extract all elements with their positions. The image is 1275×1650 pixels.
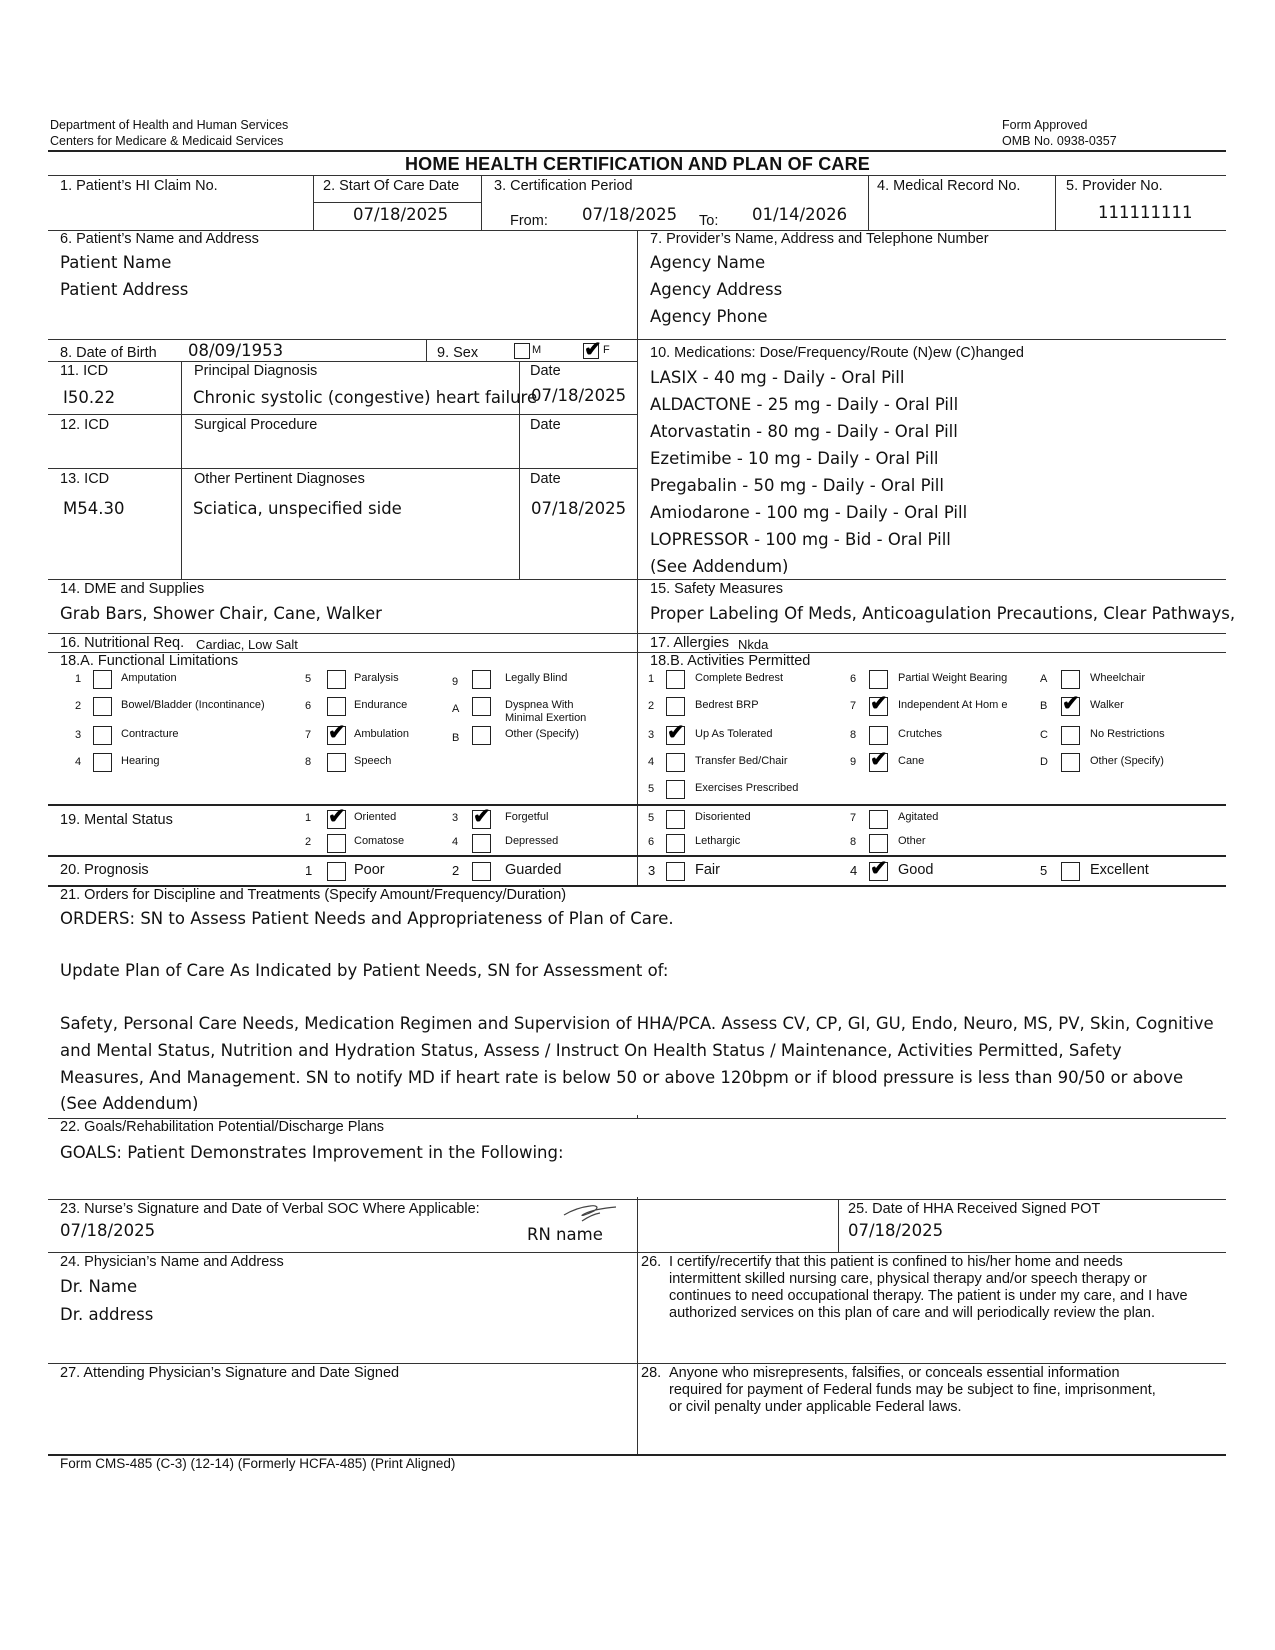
prognosis-item: Poor	[354, 862, 385, 878]
prognosis-num: 5	[1040, 863, 1048, 878]
independent-at-home-checkbox[interactable]	[869, 697, 888, 716]
mental-item: Oriented	[354, 811, 397, 823]
functional-item: Endurance	[354, 699, 408, 711]
orders-line: Update Plan of Care As Indicated by Patient Needs, SN for Assessment of:	[60, 961, 669, 980]
functional-num: A	[452, 703, 460, 715]
form-approved: Form Approved	[1002, 118, 1088, 132]
functional-num: 4	[75, 756, 82, 768]
functional-num: 2	[75, 700, 82, 712]
speech-checkbox[interactable]	[327, 753, 346, 772]
functional-num: B	[452, 732, 460, 744]
prognosis-item: Fair	[695, 862, 720, 878]
mental-num: 5	[648, 812, 655, 824]
principal-dx-label: Principal Diagnosis	[194, 363, 318, 379]
activity-item: Independent At Hom e	[898, 699, 1008, 711]
row-rule	[48, 414, 637, 415]
principal-dx-date: 07/18/2025	[531, 386, 627, 405]
functional-item: Legally Blind	[505, 672, 568, 684]
cane-checkbox[interactable]	[869, 753, 888, 772]
activity-item: Complete Bedrest	[695, 672, 784, 684]
activity-num: 8	[850, 729, 857, 741]
prognosis-item: Excellent	[1090, 862, 1149, 878]
sex-f-label: F	[603, 344, 610, 356]
from-label: From:	[510, 213, 548, 229]
mental-num: 6	[648, 836, 655, 848]
mental-item: Depressed	[505, 835, 559, 847]
dyspnea-checkbox[interactable]	[472, 697, 491, 716]
functional-num: 7	[305, 729, 312, 741]
divider	[426, 339, 427, 361]
sex-m-checkbox[interactable]	[514, 343, 530, 359]
functional-num: 3	[75, 729, 82, 741]
icd12-label: 12. ICD	[60, 417, 110, 433]
nurse-date: 07/18/2025	[60, 1221, 156, 1240]
paralysis-checkbox[interactable]	[327, 670, 346, 689]
center-divider	[637, 230, 638, 1455]
dob-value: 08/09/1953	[188, 341, 284, 360]
functional-item: Amputation	[121, 672, 177, 684]
title-rule	[48, 175, 1226, 176]
nurse-name: RN name	[527, 1225, 603, 1244]
icd13-label: 13. ICD	[60, 471, 110, 487]
legally-blind-checkbox[interactable]	[472, 670, 491, 689]
mental-item: Comatose	[354, 835, 405, 847]
prognosis-item: Guarded	[505, 862, 562, 878]
lethargic-checkbox[interactable]	[666, 834, 685, 853]
wheelchair-checkbox[interactable]	[1061, 670, 1080, 689]
icd13-code: M54.30	[63, 499, 125, 518]
medication-item: LASIX - 40 mg - Daily - Oral Pill	[650, 368, 905, 387]
functional-num: 1	[75, 673, 82, 685]
functional-num: 9	[452, 676, 459, 688]
mental-item: Agitated	[898, 811, 939, 823]
dme-value: Grab Bars, Shower Chair, Cane, Walker	[60, 604, 382, 623]
mental-item: Other	[898, 835, 926, 847]
orders-line: Measures, And Management. SN to notify MD if heart rate is below 50 or above 120bpm or if blood pressure is less than 90/50 or above	[60, 1068, 1184, 1087]
surgical-label: Surgical Procedure	[194, 417, 318, 433]
cert-period-label: 3. Certification Period	[494, 178, 633, 194]
ambulation-checkbox[interactable]	[327, 726, 346, 745]
no-restrictions-checkbox[interactable]	[1061, 726, 1080, 745]
activity-num: 2	[648, 700, 655, 712]
mental-num: 3	[452, 812, 459, 824]
nutrition-value: Cardiac, Low Salt	[196, 637, 298, 652]
prognosis-excellent-checkbox[interactable]	[1061, 862, 1080, 881]
hearing-checkbox[interactable]	[93, 753, 112, 772]
activity-other-checkbox[interactable]	[1061, 753, 1080, 772]
mental-num: 2	[305, 836, 312, 848]
up-as-tolerated-checkbox[interactable]	[666, 726, 685, 745]
row-rule	[48, 1199, 1226, 1200]
functional-num: 5	[305, 673, 312, 685]
medication-item: LOPRESSOR - 100 mg - Bid - Oral Pill	[650, 530, 951, 549]
row-rule	[48, 468, 637, 469]
warning-line: or civil penalty under applicable Federal laws.	[669, 1399, 962, 1415]
functional-item: Minimal Exertion	[505, 712, 587, 724]
certify-line: I certify/recertify that this patient is confined to his/her home and needs	[669, 1254, 1123, 1270]
partial-weight-bearing-checkbox[interactable]	[869, 670, 888, 689]
warning-number: 28.	[641, 1365, 662, 1381]
medication-item: (See Addendum)	[650, 557, 789, 576]
certify-line: authorized services on this plan of care and will periodically review the plan.	[669, 1305, 1156, 1321]
orders-line: (See Addendum)	[60, 1094, 199, 1113]
dob-label: 8. Date of Birth	[60, 345, 157, 361]
activity-item: Bedrest BRP	[695, 699, 759, 711]
divider	[838, 1199, 839, 1252]
activity-num: C	[1040, 729, 1048, 741]
allergies-value: Nkda	[738, 637, 769, 652]
activity-item: Transfer Bed/Chair	[695, 755, 788, 767]
omb-number: OMB No. 0938-0357	[1002, 134, 1117, 148]
section-rule	[48, 804, 1226, 806]
nurse-signature	[560, 1197, 620, 1229]
oriented-checkbox[interactable]	[327, 810, 346, 829]
mental-item: Forgetful	[505, 811, 549, 823]
mental-num: 1	[305, 812, 312, 824]
row-rule	[48, 579, 1226, 580]
functional-label: 18.A. Functional Limitations	[60, 653, 239, 669]
attending-signature-label: 27. Attending Physician’s Signature and Date Signed	[60, 1365, 400, 1381]
certify-line: continues to need occupational therapy. The patient is under my care, and I have	[669, 1288, 1188, 1304]
activity-item: Crutches	[898, 728, 943, 740]
activity-num: 1	[648, 673, 655, 685]
exercises-prescribed-checkbox[interactable]	[666, 780, 685, 799]
provider-name: Agency Name	[650, 253, 766, 272]
activity-item: Up As Tolerated	[695, 728, 773, 740]
icd11-code: I50.22	[63, 388, 116, 407]
safety-label: 15. Safety Measures	[650, 581, 783, 597]
forgetful-checkbox[interactable]	[472, 810, 491, 829]
physician-address: Dr. address	[60, 1305, 154, 1324]
prognosis-label: 20. Prognosis	[60, 862, 149, 878]
claim-label: 1. Patient’s HI Claim No.	[60, 178, 218, 194]
hha-received-date: 07/18/2025	[848, 1221, 944, 1240]
activities-label: 18.B. Activities Permitted	[650, 653, 811, 669]
row-rule	[48, 1252, 1226, 1253]
section-rule	[48, 855, 1226, 857]
bedrest-brp-checkbox[interactable]	[666, 697, 685, 716]
comatose-checkbox[interactable]	[327, 834, 346, 853]
crutches-checkbox[interactable]	[869, 726, 888, 745]
functional-item: Bowel/Bladder (Incontinance)	[121, 699, 265, 711]
date-label: Date	[530, 417, 561, 433]
warning-line: Anyone who misrepresents, falsifies, or conceals essential information	[669, 1365, 1120, 1381]
prognosis-num: 1	[305, 863, 313, 878]
goals-label: 22. Goals/Rehabilitation Potential/Discharge Plans	[60, 1119, 385, 1135]
prognosis-good-checkbox[interactable]	[869, 862, 888, 881]
medication-item: Pregabalin - 50 mg - Daily - Oral Pill	[650, 476, 944, 495]
divider	[868, 175, 869, 230]
medication-item: Atorvastatin - 80 mg - Daily - Oral Pill	[650, 422, 958, 441]
activity-num: B	[1040, 700, 1048, 712]
row-rule	[48, 1363, 1226, 1364]
provider-address: Agency Address	[650, 280, 783, 299]
row-rule	[48, 361, 637, 362]
warning-line: required for payment of Federal funds may be subject to fine, imprisonment,	[669, 1382, 1156, 1398]
mental-other-checkbox[interactable]	[869, 834, 888, 853]
orders-label: 21. Orders for Discipline and Treatments (Specify Amount/Frequency/Duration)	[60, 887, 567, 903]
prognosis-guarded-checkbox[interactable]	[472, 862, 491, 881]
sex-label: 9. Sex	[437, 345, 479, 361]
other-dx-label: Other Pertinent Diagnoses	[194, 471, 365, 487]
mental-status-label: 19. Mental Status	[60, 812, 173, 828]
divider	[181, 361, 182, 579]
sex-f-checkbox[interactable]	[583, 343, 599, 359]
activity-item: No Restrictions	[1090, 728, 1165, 740]
patient-label: 6. Patient’s Name and Address	[60, 231, 259, 247]
to-label: To:	[699, 213, 719, 229]
activity-num: 4	[648, 756, 655, 768]
mental-num: 8	[850, 836, 857, 848]
header-rule	[48, 150, 1226, 152]
principal-dx-value: Chronic systolic (congestive) heart failure	[193, 388, 538, 407]
medications-label: 10. Medications: Dose/Frequency/Route (N)ew (C)hanged	[650, 345, 1024, 361]
agitated-checkbox[interactable]	[869, 810, 888, 829]
page-title: HOME HEALTH CERTIFICATION AND PLAN OF CARE	[404, 154, 871, 174]
functional-item: Contracture	[121, 728, 179, 740]
nutrition-label: 16. Nutritional Req.	[60, 635, 185, 651]
contracture-checkbox[interactable]	[93, 726, 112, 745]
medication-item: Ezetimibe - 10 mg - Daily - Oral Pill	[650, 449, 939, 468]
date-label: Date	[530, 471, 561, 487]
disoriented-checkbox[interactable]	[666, 810, 685, 829]
orders-line: Safety, Personal Care Needs, Medication Regimen and Supervision of HHA/PCA. Assess CV, CP, GI, GU, Endo, Neuro, MS, PV, Skin, Cognitive	[60, 1014, 1214, 1033]
activity-num: 9	[850, 756, 857, 768]
activity-item: Exercises Prescribed	[695, 782, 799, 794]
hha-received-label: 25. Date of HHA Received Signed POT	[848, 1201, 1101, 1217]
other-dx-value: Sciatica, unspecified side	[193, 499, 402, 518]
allergies-label: 17. Allergies	[650, 635, 729, 651]
endurance-checkbox[interactable]	[327, 697, 346, 716]
certify-line: intermittent skilled nursing care, physical therapy and/or speech therapy or	[669, 1271, 1147, 1287]
medication-item: Amiodarone - 100 mg - Daily - Oral Pill	[650, 503, 968, 522]
from-value: 07/18/2025	[582, 205, 678, 224]
functional-item: Ambulation	[354, 728, 410, 740]
provider-label: 7. Provider’s Name, Address and Telephone Number	[650, 231, 989, 247]
functional-item: Dyspnea With	[505, 699, 574, 711]
prognosis-fair-checkbox[interactable]	[666, 862, 685, 881]
date-label: Date	[530, 363, 561, 379]
mental-item: Lethargic	[695, 835, 741, 847]
patient-name: Patient Name	[60, 253, 172, 272]
activity-num: 3	[648, 729, 655, 741]
mental-item: Disoriented	[695, 811, 751, 823]
to-value: 01/14/2026	[752, 205, 848, 224]
activity-item: Wheelchair	[1090, 672, 1146, 684]
divider	[1055, 175, 1056, 230]
nurse-signature-label: 23. Nurse’s Signature and Date of Verbal SOC Where Applicable:	[60, 1201, 480, 1217]
activity-num: 7	[850, 700, 857, 712]
bowel-bladder-checkbox[interactable]	[93, 697, 112, 716]
activity-num: D	[1040, 756, 1048, 768]
safety-value: Proper Labeling Of Meds, Anticoagulation Precautions, Clear Pathways,	[650, 604, 1236, 623]
orders-line: and Mental Status, Nutrition and Hydration Status, Assess / Instruct On Health Status / Maintenance, Activities Permitted, Safety	[60, 1041, 1122, 1060]
transfer-bed-chair-checkbox[interactable]	[666, 753, 685, 772]
physician-label: 24. Physician’s Name and Address	[60, 1254, 284, 1270]
activity-item: Cane	[898, 755, 925, 767]
provider-no-value: 111111111	[1098, 203, 1193, 222]
row-rule	[48, 339, 1226, 340]
prognosis-poor-checkbox[interactable]	[327, 862, 346, 881]
provider-phone: Agency Phone	[650, 307, 768, 326]
row-rule	[48, 633, 1226, 634]
functional-item: Paralysis	[354, 672, 399, 684]
prognosis-num: 3	[648, 863, 656, 878]
sex-m-label: M	[532, 344, 542, 356]
complete-bedrest-checkbox[interactable]	[666, 670, 685, 689]
icd11-label: 11. ICD	[60, 363, 109, 379]
activity-num: 6	[850, 673, 857, 685]
department-name: Department of Health and Human Services	[50, 118, 289, 132]
activity-item: Walker	[1090, 699, 1124, 711]
mental-num: 4	[452, 836, 459, 848]
depressed-checkbox[interactable]	[472, 834, 491, 853]
functional-item: Other (Specify)	[505, 728, 579, 740]
soc-value: 07/18/2025	[353, 205, 449, 224]
prognosis-num: 2	[452, 863, 460, 878]
functional-item: Hearing	[121, 755, 160, 767]
provider-no-label: 5. Provider No.	[1066, 178, 1163, 194]
patient-address: Patient Address	[60, 280, 189, 299]
activity-num: A	[1040, 673, 1048, 685]
certify-number: 26.	[641, 1254, 662, 1270]
functional-num: 8	[305, 756, 312, 768]
walker-checkbox[interactable]	[1061, 697, 1080, 716]
functional-num: 6	[305, 700, 312, 712]
soc-label: 2. Start Of Care Date	[323, 178, 460, 194]
divider	[481, 175, 482, 230]
prognosis-item: Good	[898, 862, 934, 878]
activity-item: Other (Specify)	[1090, 755, 1164, 767]
functional-other-checkbox[interactable]	[472, 726, 491, 745]
amputation-checkbox[interactable]	[93, 670, 112, 689]
mrn-label: 4. Medical Record No.	[877, 178, 1021, 194]
activity-item: Partial Weight Bearing	[898, 672, 1008, 684]
physician-name: Dr. Name	[60, 1277, 138, 1296]
soc-underline	[313, 202, 481, 203]
medication-item: ALDACTONE - 25 mg - Daily - Oral Pill	[650, 395, 959, 414]
functional-item: Speech	[354, 755, 392, 767]
form-footer: Form CMS-485 (C-3) (12-14) (Formerly HCFA-485) (Print Aligned)	[60, 1456, 456, 1471]
other-dx-date: 07/18/2025	[531, 499, 627, 518]
agency-name: Centers for Medicare & Medicaid Services	[50, 134, 284, 148]
orders-line: ORDERS: SN to Assess Patient Needs and Appropriateness of Plan of Care.	[60, 909, 674, 928]
dme-label: 14. DME and Supplies	[60, 581, 205, 597]
activity-num: 5	[648, 783, 655, 795]
prognosis-num: 4	[850, 863, 858, 878]
mental-num: 7	[850, 812, 857, 824]
goals-line: GOALS: Patient Demonstrates Improvement in the Following:	[60, 1143, 564, 1162]
